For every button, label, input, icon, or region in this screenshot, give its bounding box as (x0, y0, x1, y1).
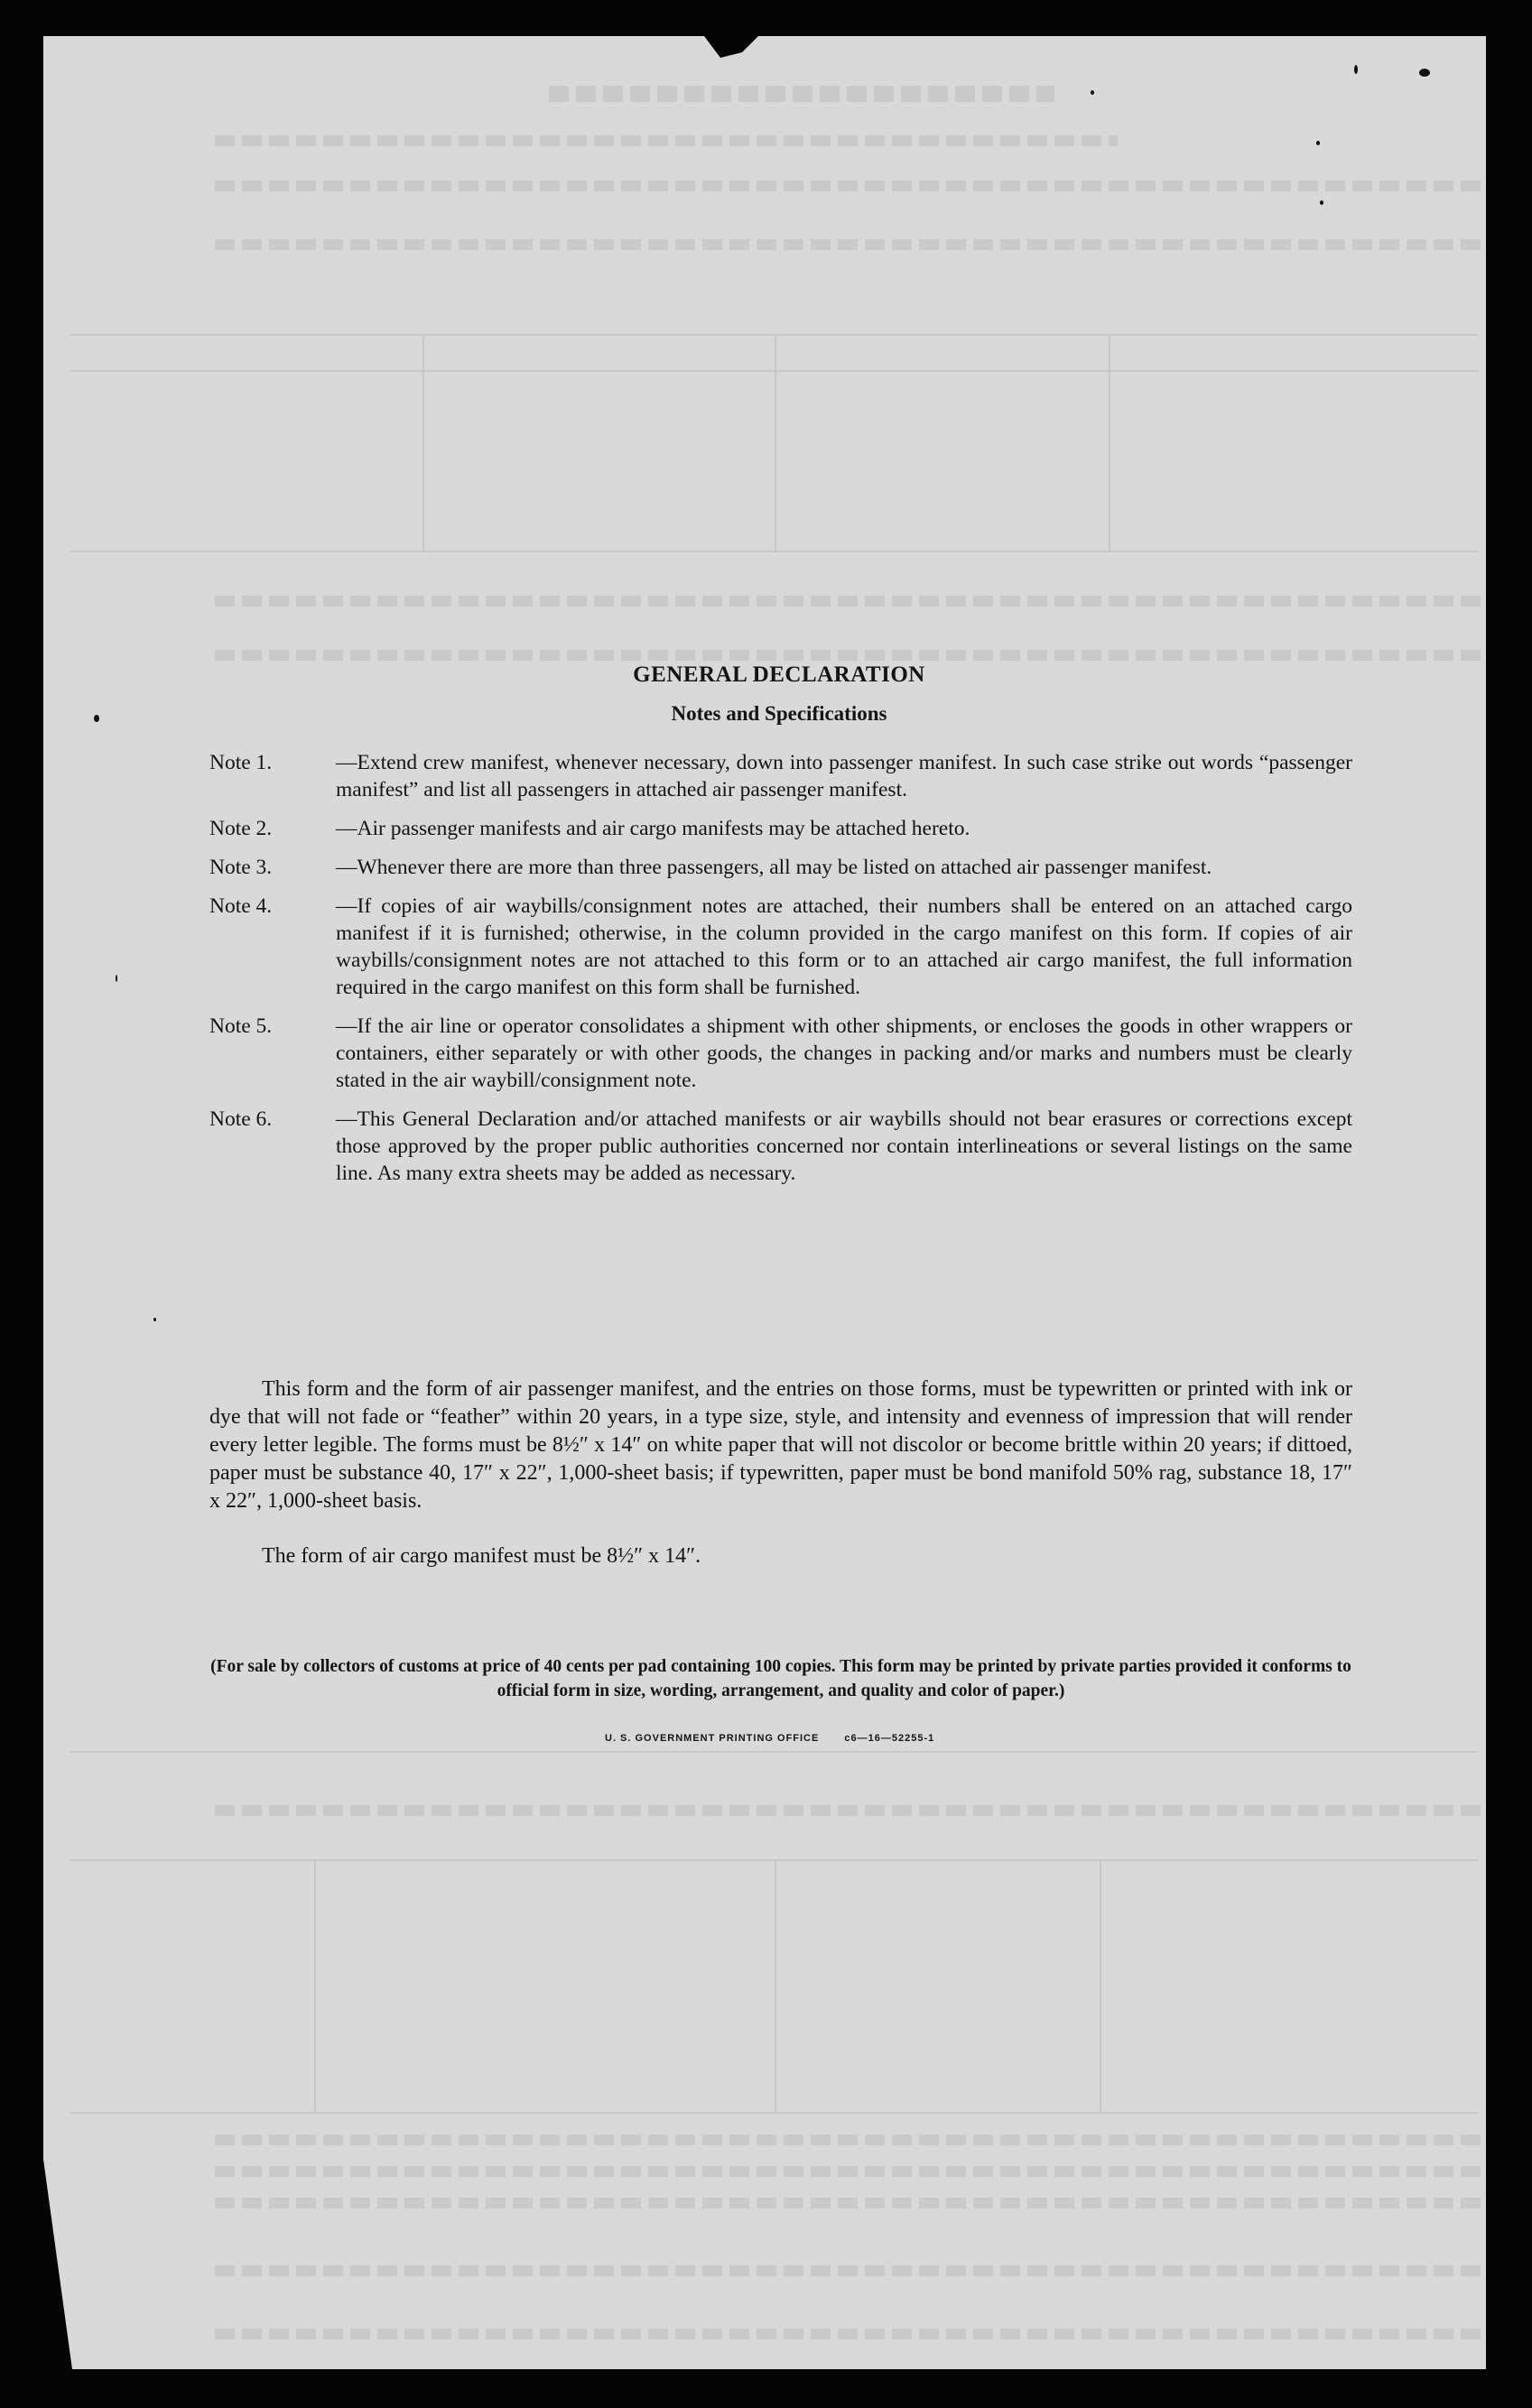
note-label: Note 2. (209, 817, 273, 840)
note-item (209, 749, 1352, 803)
printer-imprint (605, 1733, 956, 1744)
notes-list (209, 749, 1352, 1199)
note-item (209, 1013, 1352, 1094)
note-text: —Extend crew manifest, whenever necessary, down into passenger manifest. In such case strike out words “passenger manifest” and list all passengers in attached air passenger manifest. (336, 751, 1352, 801)
note-label: Note 5. (209, 1014, 273, 1038)
page-title: GENERAL DECLARATION (633, 662, 925, 687)
note-item (209, 815, 1352, 842)
ink-speck (1419, 69, 1430, 77)
ink-speck (1316, 141, 1320, 145)
note-item (209, 893, 1352, 1001)
cargo-size-note: The form of air cargo manifest must be 8½″ x 14″. (262, 1544, 701, 1568)
note-text: —This General Declaration and/or attached manifests or air waybills should not bear erasures or corrections except those approved by the proper public authorities concerned nor contain interlineations or several listings on the same line. As many extra sheets may be added as necessary. (336, 1107, 1352, 1185)
note-label: Note 1. (209, 751, 273, 774)
note-text: —Whenever there are more than three passengers, all may be listed on attached air passenger manifest. (336, 856, 1212, 879)
ink-speck (94, 715, 99, 722)
note-text: —If copies of air waybills/consignment notes are attached, their numbers shall be entered on an attached cargo manifest if it is furnished; otherwise, in the column provided in the cargo manifest on this form. If copies of air waybills/consignment notes are not attached to this form or to an attached air cargo manifest, the full information required in the cargo manifest on this form shall be furnished. (336, 894, 1352, 999)
note-text: —Air passenger manifests and air cargo manifests may be attached hereto. (336, 817, 970, 840)
ink-speck (1354, 65, 1358, 74)
printer-office: U. S. GOVERNMENT PRINTING OFFICE (605, 1733, 820, 1744)
note-text: —If the air line or operator consolidates a shipment with other shipments, or encloses the goods in other wrappers or containers, either separately or with other goods, the changes in packing and/or marks and numbers must be clearly stated in the air waybill/consignment note. (336, 1014, 1352, 1092)
note-item (209, 1106, 1352, 1187)
ink-speck (1320, 200, 1323, 205)
paragraph-text: This form and the form of air passenger manifest, and the entries on those forms, must be typewritten or printed with ink or dye that will not fade or “feather” within 20 years, in a type size, style, and intensity and evenness of impression that will render every letter legible. The forms must be 8½″ x 14″ on white paper that will not discolor or become brittle within 20 years; if dittoed, paper must be substance 40, 17″ x 22″, 1,000-sheet basis; if typewritten, paper must be bond manifold 50% rag, substance 18, 17″ x 22″, 1,000-sheet basis. (209, 1377, 1352, 1513)
note-label: Note 4. (209, 894, 273, 918)
page-subtitle: Notes and Specifications (671, 702, 887, 725)
sale-note: (For sale by collectors of customs at price of 40 cents per pad containing 100 copies. This form may be printed by private parties provided it conforms to official form in size, wording, arrangement, and quality and color of paper.) (210, 1657, 1351, 1700)
printer-code: c6—16—52255-1 (844, 1733, 935, 1744)
note-item (209, 854, 1352, 881)
note-label: Note 3. (209, 856, 273, 879)
ink-speck (153, 1318, 156, 1321)
printing-requirements-paragraph (209, 1375, 1352, 1515)
note-label: Note 6. (209, 1107, 273, 1131)
ink-speck (116, 975, 117, 982)
ink-speck (1091, 90, 1094, 95)
